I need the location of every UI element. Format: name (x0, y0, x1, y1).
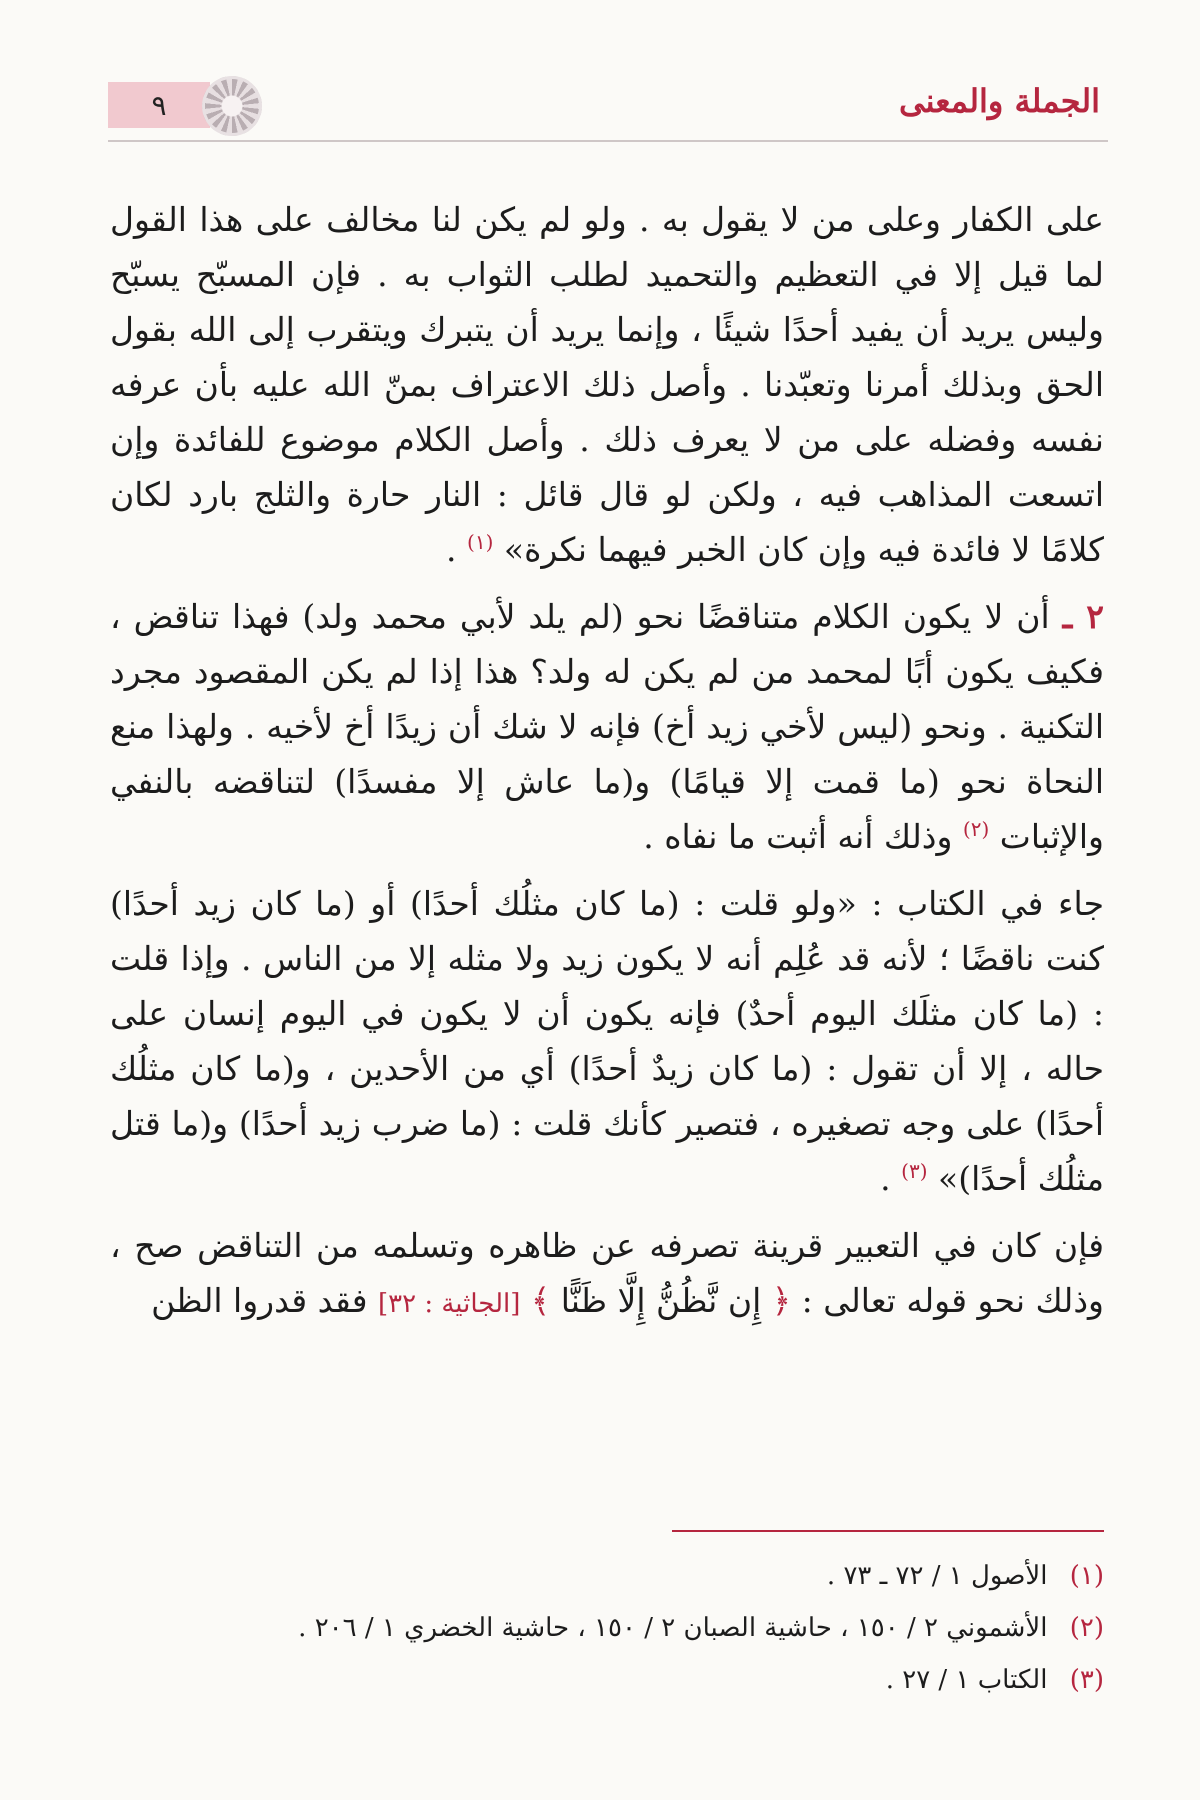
quran-verse: إِن نَّظُنُّ إِلَّا ظَنًّا (560, 1281, 762, 1320)
footnote-text: الكتاب ١ / ٢٧ . (885, 1665, 1048, 1695)
footnote-1 (110, 1550, 1104, 1602)
chapter-title: الجملة والمعنى (898, 82, 1100, 120)
footnote-text: الأشموني ٢ / ١٥٠ ، حاشية الصبان ٢ / ١٥٠ ، حاشية الخضري ١ / ٢٠٦ . (298, 1613, 1048, 1643)
paragraph-3-end: . (880, 1159, 891, 1198)
footnote-number: (١) (1069, 1561, 1104, 1591)
footnote-number: (٢) (1069, 1613, 1104, 1643)
paragraph-3 (110, 876, 1104, 1206)
footnote-ref-2[interactable]: (٢) (962, 817, 990, 841)
footnote-3 (110, 1654, 1104, 1706)
quran-close-bracket: ﴾ (530, 1281, 551, 1320)
footnote-divider (672, 1530, 1104, 1532)
paragraph-4-text-end: فقد قدروا الظن (151, 1281, 368, 1320)
paragraph-3-text: جاء في الكتاب : «ولو قلت : (ما كان مثلُك أحدًا) أو (ما كان زيد أحدًا) كنت ناقضًا ؛ لأنه قد عُلِم أنه لا يكون زيد ولا مثله إلا من الناس . وإذا قلت : (ما كان مثلَك اليوم أحدٌ) فإنه يكون أن لا يكون في اليوم إنسان على حاله ، إلا أن تقول : (ما كان زيدٌ أحدًا) أي من الأحدين ، و(ما كان مثلُك أحدًا) على وجه تصغيره ، فتصير كأنك قلت : (ما ضرب زيد أحدًا) و(ما قتل مثلُك أحدًا)» (110, 884, 1104, 1198)
page-number-box (108, 82, 210, 128)
footnotes (110, 1550, 1104, 1706)
page-header (108, 70, 1108, 142)
item-number-2: ٢ ـ (1062, 597, 1104, 636)
paragraph-2 (110, 589, 1104, 864)
paragraph-4-text: فإن كان في التعبير قرينة تصرفه عن ظاهره وتسلمه من التناقض صح ، وذلك نحو قوله تعالى : (110, 1226, 1104, 1320)
quran-reference: [الجاثية : ٣٢] (377, 1289, 521, 1319)
paragraph-1 (110, 192, 1104, 577)
paragraph-2-text-end: وذلك أنه أثبت ما نفاه . (643, 817, 953, 856)
page-body (110, 192, 1104, 1332)
paragraph-1-end: . (446, 530, 457, 569)
rosette-ornament-icon (202, 76, 262, 136)
paragraph-4 (110, 1218, 1104, 1332)
footnote-number: (٣) (1069, 1665, 1104, 1695)
footnote-ref-3[interactable]: (٣) (901, 1159, 928, 1183)
paragraph-1-text: على الكفار وعلى من لا يقول به . ولو لم يكن لنا مخالف على هذا القول لما قيل إلا في التعظيم والتحميد لطلب الثواب به . فإن المسبّح يسبّح وليس يريد أن يفيد أحدًا شيئًا ، وإنما يريد أن يتبرك ويتقرب إلى الله بقول الحق وبذلك أمرنا وتعبّدنا . وأصل ذلك الاعتراف بمنّ الله عليه بأن عرفه نفسه وفضله على من لا يعرف ذلك . وأصل الكلام موضوع للفائدة وإن اتسعت المذاهب فيه ، ولكن لو قال قائل : النار حارة والثلج بارد لكان كلامًا لا فائدة فيه وإن كان الخبر فيهما نكرة» (110, 200, 1104, 569)
footnote-text: الأصول ١ / ٧٢ ـ ٧٣ . (826, 1561, 1048, 1591)
page-number: ٩ (151, 88, 167, 122)
footnote-ref-1[interactable]: (١) (467, 530, 494, 554)
paragraph-2-text: أن لا يكون الكلام متناقضًا نحو (لم يلد لأبي محمد ولد) فهذا تناقض ، فكيف يكون أبًا لمحمد من لم يكن له ولد؟ هذا إذا لم يكن المقصود مجرد التكنية . ونحو (ليس لأخي زيد أخ) فإنه لا شك أن زيدًا أخ لأخيه . ولهذا منع النحاة نحو (ما قمت إلا قيامًا) و(ما عاش إلا مفسدًا) لتناقضه بالنفي والإثبات (110, 597, 1104, 856)
footnote-2 (110, 1602, 1104, 1654)
quran-open-bracket: ﴿ (771, 1281, 792, 1320)
